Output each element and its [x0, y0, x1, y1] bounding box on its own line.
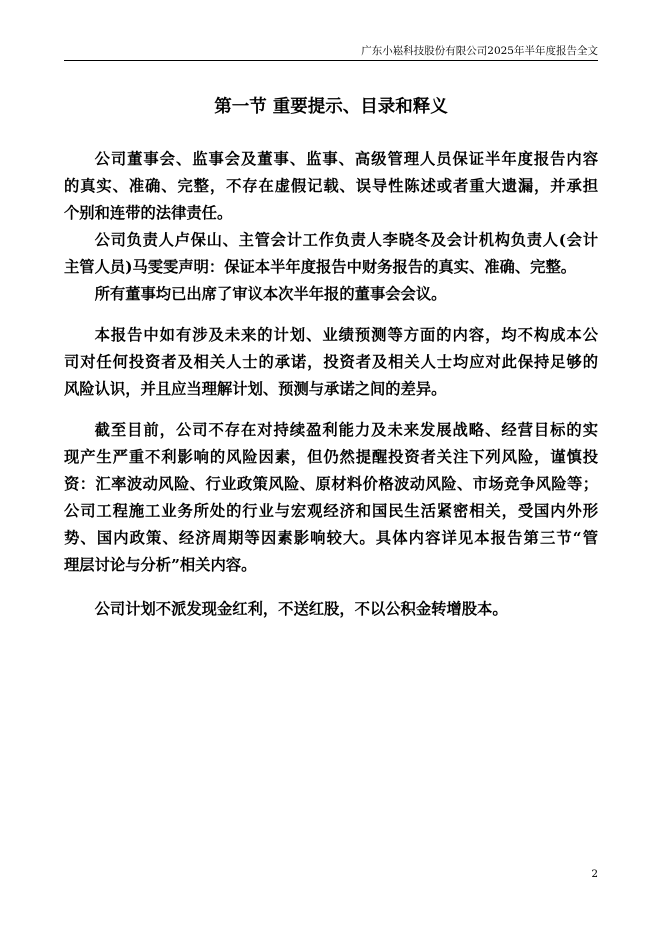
paragraph-board-attendance: [64, 281, 598, 308]
text-line: 截至目前，公司不存在对持续盈利能力及未来发展战略、经营目标的实: [94, 421, 598, 439]
paragraph-dividend-plan: [64, 596, 598, 623]
text-line: 理层讨论与分析”相关内容。: [64, 556, 257, 574]
document-body: [64, 146, 598, 623]
paragraph-responsibility-statement: [64, 146, 598, 227]
text-line: 现产生严重不利影响的风险因素，但仍然提醒投资者关注下列风险，谨慎投: [64, 448, 598, 466]
running-title: 广东小崧科技股份有限公司2025年半年度报告全文: [361, 45, 598, 57]
text-line: 公司董事会、监事会及董事、监事、高级管理人员保证半年度报告内容: [94, 150, 598, 168]
page-header: [64, 44, 598, 61]
text-line: 资：汇率波动风险、行业政策风险、原材料价格波动风险、市场竞争风险等；: [64, 475, 598, 493]
paragraph-risk-factors: [64, 417, 598, 579]
text-line: 公司工程施工业务所处的行业与宏观经济和国民生活紧密相关，受国内外形: [64, 502, 598, 520]
text-line: 的真实、准确、完整，不存在虚假记载、误导性陈述或者重大遗漏，并承担: [64, 177, 598, 195]
text-line: 势、国内政策、经济周期等因素影响较大。具体内容详见本报告第三节“管: [64, 529, 598, 547]
paragraph-financial-declaration: [64, 227, 598, 281]
page-number: 2: [591, 868, 598, 880]
text-line: 个别和连带的法律责任。: [64, 204, 233, 222]
text-line: 本报告中如有涉及未来的计划、业绩预测等方面的内容，均不构成本公: [94, 326, 598, 344]
text-line: 所有董事均已出席了审议本次半年报的董事会会议。: [94, 285, 447, 303]
section-title: 第一节 重要提示、目录和释义: [214, 97, 448, 117]
text-line: 司对任何投资者及相关人士的承诺，投资者及相关人士均应对此保持足够的: [64, 353, 598, 371]
paragraph-forward-looking: [64, 322, 598, 403]
text-line: 公司计划不派发现金红利，不送红股，不以公积金转增股本。: [94, 600, 508, 618]
text-line: 主管人员)马雯雯声明：保证本半年度报告中财务报告的真实、准确、完整。: [64, 258, 577, 276]
text-line: 公司负责人卢保山、主管会计工作负责人李晓冬及会计机构负责人(会计: [94, 231, 598, 249]
text-line: 风险认识，并且应当理解计划、预测与承诺之间的差异。: [64, 380, 447, 398]
